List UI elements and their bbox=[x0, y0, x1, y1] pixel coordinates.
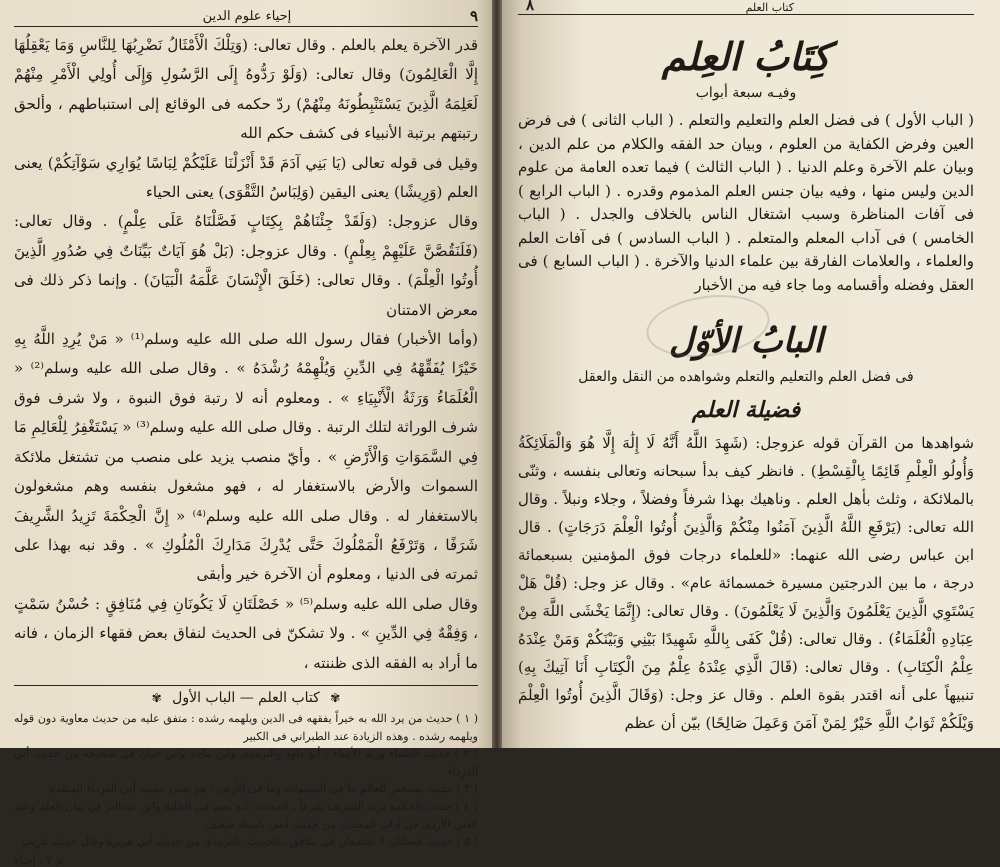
subsection-body bbox=[518, 429, 974, 737]
left-page bbox=[0, 0, 496, 867]
right-running-head bbox=[518, 0, 974, 15]
footnote-item: ( ٣ ) حديث يستغفر للعالم ما فى السموات وما فى الأرض : هو بعض حديث أبي الدرداء المتقدم bbox=[48, 782, 478, 796]
section-subtitle: فى فضل العلم والتعليم والتعلم وشواهده من النقل والعقل bbox=[578, 369, 914, 385]
footnote-item: ( ٥ ) حديث خصلتان لا تجتمعان فى منافق ـ الحديث: الترمذي من حديث أبي هريرة وقال حديث غريب bbox=[22, 835, 478, 849]
chapters-paragraph: ( الباب الأول ) فى فضل العلم والتعليم والتعلم . ( الباب الثانى ) فى فرض العين وفرض الكفاية من العلوم ، وبيان حد الفقه والكلام من علم الدين ، وبيان علم الآخرة وعلم الدنيا . ( الباب الثالث ) فيما تعده العامة من علوم الدين وليس منها ، وفيه بيان جنس العلم المذموم وقدره . ( الباب الرابع ) فى آفات المناظرة وسبب اشتغال الناس بالخلاف والجدل . ( الباب الخامس ) فى آداب المعلم والمتعلم . ( الباب السادس ) فى آفات العلم والعلماء ، والعلامات الفارقة بين علماء الدنيا والآخرة . ( الباب السابع ) فى العقل وفضله وأقسامه وما جاء فيه من الأخبار bbox=[518, 111, 974, 294]
book-title: كِتَابُ العِلم bbox=[661, 34, 831, 79]
right-page-number: ٨ bbox=[526, 0, 535, 14]
footnote-list bbox=[14, 710, 478, 851]
footnote-item: ( ٢ ) حديث العلماء ورثة الأنبياء : أبو داود والترمذي وابن ماجه وابن حبان فى صحيحه من حديث أبي الدرداء bbox=[14, 747, 478, 778]
chapters-list bbox=[518, 109, 974, 297]
left-paragraph: (وأما الأخبار) فقال رسول الله صلى الله عليه وسلم⁽¹⁾ « مَنْ يُرِدِ اللَّهُ بِهِ خَيْرًا يُفَقِّهْهُ فِي الدِّينِ وَيُلْهِمْهُ رُشْدَهُ » . وقال صلى الله عليه وسلم⁽²⁾ « الْعُلَمَاءُ وَرَثَةُ الْأَنْبِيَاءِ » . ومعلوم أنه لا رتبة فوق النبوة ، ولا شرف فوق شرف الوراثة لتلك الرتبة . وقال صلى الله عليه وسلم⁽³⁾ « يَسْتَغْفِرُ لِلْعَالِمِ مَا فِي السَّمَوَاتِ وَالْأَرْضِ » . وأيّ منصب يزيد على منصب من تشتغل ملائكة السموات والأرض بالاستغفار له ، فهو مشغول بنفسه وهم مشغولون بالاستغفار له . وقال صلى الله عليه وسلم⁽⁴⁾ « إِنَّ الْحِكْمَةَ تَزِيدُ الشَّرِيفَ شَرَفًا ، وَتَرْفَعُ الْمَمْلُوكَ حَتَّى يُدْرِكَ مَدَارِكَ الْمُلُوكِ » . وقد نبه بهذا على ثمرته فى الدنيا ، ومعلوم أن الآخرة خير وأبقى bbox=[14, 330, 479, 584]
left-page-number: ٩ bbox=[469, 7, 478, 25]
left-paragraph: قدر الآخرة يعلم بالعلم . وقال تعالى: (وَتِلْكَ الْأَمْثَالُ نَضْرِبُهَا لِلنَّاسِ وَمَا يَعْقِلُهَا إِلَّا الْعَالِمُونَ) وقال تعالى: (وَلَوْ رَدُّوهُ إِلَى الرَّسُولِ وَإِلَى أُولِي الْأَمْرِ مِنْهُمْ لَعَلِمَهُ الَّذِينَ يَسْتَنْبِطُونَهُ مِنْهُمْ) ردّ حكمه فى الوقائع إلى استنباطهم ، وألحق رتبتهم برتبة الأنبياء فى كشف حكم الله bbox=[14, 36, 478, 143]
footnote-item: ( ٤ ) حديث الحكمة تزيد الشريف شرفاً ـ الحديث: أبو نعيم فى الحلية وابن عبدالبر فى بيان العلم وعبد الغنى الأزدى فى آداب المحدث من حديث أنس باسناد ضعيف bbox=[14, 799, 479, 831]
section-title: البابُ الأوّل bbox=[668, 321, 824, 361]
left-body-text bbox=[14, 31, 478, 678]
ornament-icon: ✾ bbox=[330, 690, 341, 705]
footnote-heading-text: كتاب العلم — الباب الأول bbox=[172, 689, 320, 706]
right-running-title: كتاب العلم bbox=[745, 0, 794, 14]
footnote-heading bbox=[14, 690, 478, 706]
footnote-item: ( ١ ) حديث من يرد الله به خيراً يفقهه فى الدين ويلهمه رشده : متفق عليه من حديث معاوية دون قوله ويلهمه رشده . وهذه الزيادة عند الطبراني فى الكبير bbox=[14, 711, 479, 743]
left-running-head bbox=[14, 6, 478, 27]
book-subtitle: وفيـه سبعة أبواب bbox=[695, 85, 797, 101]
ornament-icon: ✾ bbox=[151, 690, 162, 705]
left-paragraph: وقيل فى قوله تعالى (يَا بَنِي آدَمَ قَدْ أَنْزَلْنَا عَلَيْكُمْ لِبَاسًا يُوَارِي سَوْآتِكُمْ) يعنى العلم (وَرِيشًا) يعنى اليقين (وَلِبَاسُ التَّقْوَى) يعنى الحياء bbox=[14, 153, 478, 202]
subsection-title: فضيلة العلم bbox=[691, 397, 801, 423]
signature-mark: م ٢ - إحياء bbox=[14, 853, 63, 867]
book-gutter bbox=[492, 0, 502, 748]
subsection-paragraph: شواهدها من القرآن قوله عزوجل: (شَهِدَ اللَّهُ أَنَّهُ لَا إِلَٰهَ إِلَّا هُوَ وَالْمَلَائِكَةُ وَأُولُو الْعِلْمِ قَائِمًا بِالْقِسْطِ) . فانظر كيف بدأ سبحانه وتعالى بنفسه ، وثنّى بالملائكة ، وثلث بأهل العلم . وناهيك بهذا شرفاً وفضلاً ، وجلاء ونبلاً . وقال الله تعالى: (يَرْفَعِ اللَّهُ الَّذِينَ آمَنُوا مِنْكُمْ وَالَّذِينَ أُوتُوا الْعِلْمَ دَرَجَاتٍ) . قال ابن عباس رضى الله عنهما: «للعلماء درجات فوق المؤمنين بسبعمائة درجة ، ما بين الدرجتين مسيرة خمسمائة عام» . وقال عز وجل: (قُلْ هَلْ يَسْتَوِي الَّذِينَ يَعْلَمُونَ وَالَّذِينَ لَا يَعْلَمُونَ) . وقال تعالى: (إِنَّمَا يَخْشَى اللَّهَ مِنْ عِبَادِهِ الْعُلَمَاءُ) . وقال تعالى: (قُلْ كَفَى بِاللَّهِ شَهِيدًا بَيْنِي وَبَيْنَكُمْ وَمَنْ عِنْدَهُ عِلْمُ الْكِتَابِ) . وقال تعالى: (قَالَ الَّذِي عِنْدَهُ عِلْمٌ مِنَ الْكِتَابِ أَنَا آتِيكَ بِهِ) تنبيهاً على أنه اقتدر بقوة العلم . وقال عز وجل: (وَقَالَ الَّذِينَ أُوتُوا الْعِلْمَ وَيْلَكُمْ ثَوَابُ اللَّهِ خَيْرٌ لِمَنْ آمَنَ وَعَمِلَ صَالِحًا) بيّن أن عظم bbox=[518, 434, 974, 732]
footnote-divider bbox=[14, 685, 478, 686]
left-paragraph: وقال عزوجل: (وَلَقَدْ جِئْنَاهُمْ بِكِتَابٍ فَصَّلْنَاهُ عَلَى عِلْمٍ) . وقال تعالى: (فَلَنَقُصَّنَّ عَلَيْهِمْ بِعِلْمٍ) . وقال عزوجل: (بَلْ هُوَ آيَاتٌ بَيِّنَاتٌ فِي صُدُورِ الَّذِينَ أُوتُوا الْعِلْمَ) . وقال تعالى: (خَلَقَ الْإِنْسَانَ عَلَّمَهُ الْبَيَانَ) . وإنما ذكر ذلك فى معرض الامتنان bbox=[14, 212, 478, 319]
right-page bbox=[496, 0, 1000, 748]
left-running-title: إحياء علوم الدين bbox=[202, 8, 292, 24]
left-paragraph: وقال صلى الله عليه وسلم⁽⁵⁾ « خَصْلَتَانِ لَا يَكُونَانِ فِي مُنَافِقٍ : حُسْنُ سَمْتٍ ، وَفِقْهٌ فِي الدِّينِ » . ولا تشكنّ فى الحديث لنفاق بعض فقهاء الزمان ، فانه ما أراد به الفقه الذى ظننته ، bbox=[14, 594, 478, 672]
